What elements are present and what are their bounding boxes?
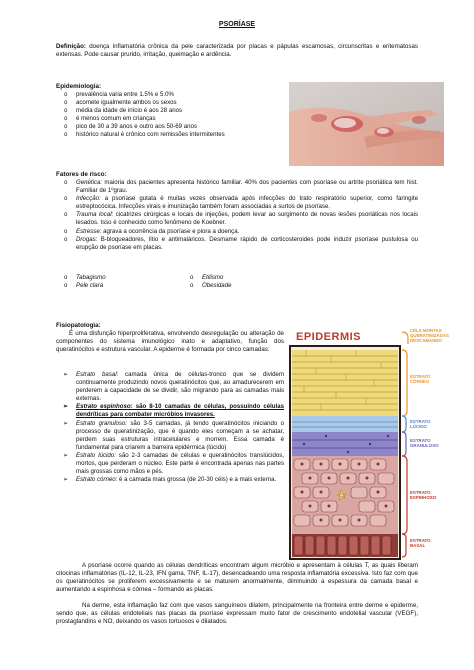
risk-term: Drogas: [76, 235, 98, 243]
pathophysiology-heading: Fisiopatologia: [56, 322, 101, 329]
risk-factors-list [62, 179, 418, 252]
list-item: ➢ Estrato granuloso: são 3-5 camadas, já tendo queratinócitos iniciando o processo de queratinização, que é quando eles começam a se achatar, perdem suas estruturas intracelulares e morrem. Essa camada é fundamental para criarem a barreira epidérmica (lúcido) [62, 420, 284, 452]
list-item: o Estresse: agrava a ocorrência da psoríase e piora a doença. [62, 228, 418, 236]
layer-labels [410, 328, 449, 548]
risk-term: Trauma local: [76, 211, 114, 219]
label-spinosum: ESTRATO ESPINHOSO [410, 490, 437, 500]
list-item: o Tabagismo [62, 274, 106, 282]
epidemiology-list [62, 91, 282, 140]
list-item: o Trauma local: cicatrizes cirúrgicas e locais de injeções, podem levar ao surgimento de novas lesões psoriáticas nos locais lesados. Isso é conhecido como fenômeno de Koebner. [62, 211, 418, 227]
page-title: PSORÍASE [218, 21, 256, 28]
list-item: o é menos comum em crianças [62, 115, 282, 123]
list-item: o prevalência varia entre 1.5% e 5.0% [62, 91, 282, 99]
epidermis-layers-list [62, 371, 284, 484]
epidemiology-heading: Epidemiologia: [56, 83, 102, 90]
risk-factors-heading: Fatores de risco: [56, 171, 107, 178]
list-item: o acomete igualmente ambos os sexos [62, 99, 282, 107]
list-item: ➢ Estrato lúcido: são 2-3 camadas de células e queratinócitos translúcidos, mortos, que perderam o núcleo. Este parte é encontrada apenas nas partes mais grossas como mãos e pés. [62, 452, 284, 476]
stratum-spinosum-band [292, 456, 398, 534]
risk-extra-grid [62, 274, 422, 292]
stratum-basale-band [292, 534, 398, 557]
label-granulosum: ESTRATO GRANULOSO [410, 438, 439, 448]
label-lucidum: ESTRATO LÚCIDO [410, 419, 431, 429]
risk-term: Genética: [76, 179, 103, 186]
label-corneum: ESTRATO CÓRNEO [410, 374, 431, 384]
psoriasis-hand-photo [289, 82, 444, 166]
label-basale: ESTRATO BASAL [410, 538, 431, 548]
layer-brackets [402, 332, 408, 557]
list-item: ➢ Estrato córneo: é a camada mais grossa (de 20-30 céls) e a mais externa. [62, 476, 284, 484]
list-item: o pico de 30 a 39 anos e outro aos 50-69 anos [62, 123, 282, 131]
risk-term: Infecção: [76, 195, 101, 203]
stratum-lucidum-band [292, 416, 398, 432]
list-item: o Infecção: a psoríase gutata é muitas vezes observada após infecções do trato respiratório superior, como faringite estreptocócica. Infecções virais e imunização também foram associadas a surtos de psoríase. [62, 195, 418, 211]
list-item: o Obesidade [188, 282, 231, 290]
list-item: o Pele clara [62, 282, 103, 290]
pathophysiology-paragraph-1: A psoríase ocorre quando as células dendríticas encontram algum micróbio e apresentam à células T, as quais liberam citocinas inflamatórias (IL-12, IL-23, IFN gama, TNF, IL-17), desencadeando uma resposta inflamatória excessiva. Isto faz com que os queratinócitos se proliferem excessivamente e se maturem anormalmente, diminuindo a espessura da camada basal e aumentando a espinhosa e córnea – formando as placas. [56, 562, 418, 594]
definition-paragraph [56, 43, 418, 59]
definition-text: doença inflamatória crônica da pele caracterizada por placas e pápulas escamosas, circunscritas e eritematosas extensas. Pode causar prurido, irritação, queimação e ardência. [56, 43, 418, 59]
pathophysiology-paragraph-2: Na derme, esta inflamação faz com que vasos sanguíneos dilatem, principalmente na fronteira entre derme e epiderme, sendo que, as células endoteliais nas placas da psoríase expressam muito fator de crescimento endotelial vascular (VEGF), prostaglandins e NO, deixando os vasos tortuosos e dilatados. [56, 602, 418, 626]
list-item: ➢ Estrato espinhoso: são 8-10 camadas de células, possuindo células dendríticas para combater micróbios invasores. [62, 403, 284, 419]
list-item: o média da idade de início é aos 28 anos [62, 107, 282, 115]
list-item: o Genética: maioria dos pacientes apresenta histórico familiar. 40% dos pacientes com psoríase ou artrite psoriática tem hist. Familiar de 1ºgrau. [62, 179, 418, 195]
definition-label: Definição: [56, 43, 86, 50]
list-item: o histórico natural é crônico com remissões intermitentes [62, 131, 282, 139]
diagram-title: EPIDERMIS [296, 331, 362, 343]
risk-term: Estresse: [76, 227, 102, 235]
list-item: ➢ Estrato basal: camada única de células-tronco que se dividem continuamente produzindo novos queratinócitos que, ao amadurecerem em perderem a capacidade de se dividir, são migrando para as camadas mais externas. [62, 371, 284, 403]
pathophysiology-intro: É uma disfunção hiperproliferativa, envolvendo desregulação ou alteração de componentes do sistema imunológico inato e adaptativo, função dos queratinócitos e estrutura vascular. A epiderme é formada por cinco camadas: [56, 330, 284, 354]
list-item: o Drogas: B-bloqueadores, lítio e antimaláricos. Desmame rápido de corticosteroides pode induzir psoríase pustulosa ou erupção de psoríase em placas. [62, 236, 418, 252]
label-dead-cells: CÉLS MORTAS QUERATINIZADAS DESCAMANDO [410, 328, 449, 343]
list-item: o Etilismo [188, 274, 223, 282]
stratum-corneum-band [292, 350, 398, 416]
stratum-granulosum-band [292, 432, 398, 456]
epidermis-diagram [286, 328, 462, 561]
